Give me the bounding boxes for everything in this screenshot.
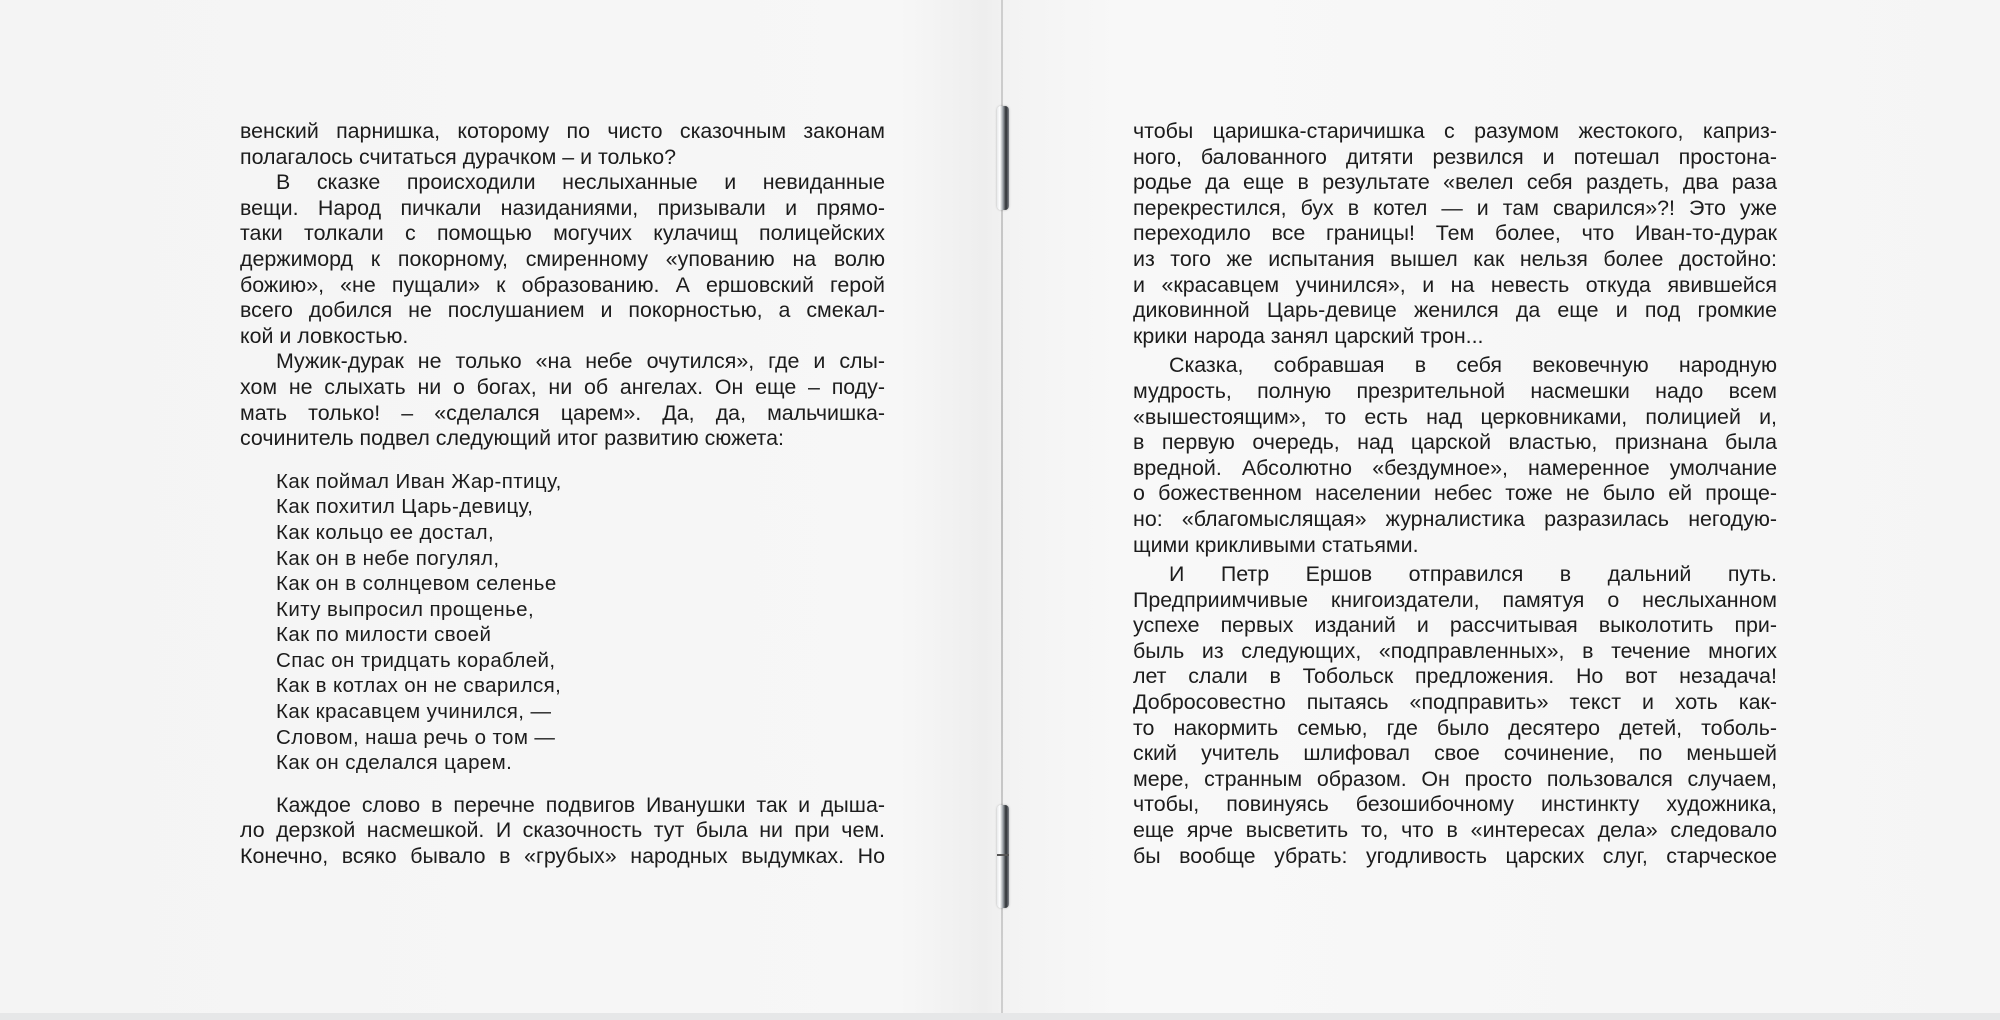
poem-quote [240, 469, 885, 776]
paragraph [240, 349, 885, 451]
paragraph [240, 119, 885, 170]
poem-verse: Как по милости своей [276, 623, 492, 647]
paragraph [1133, 353, 1777, 558]
paragraph [1133, 562, 1777, 869]
staple-seam [997, 854, 1009, 856]
staple-bottom-icon [997, 805, 1009, 908]
text-line: но: «благомыслящая» журналистика разразилась негодую- [1133, 506, 1777, 531]
poem-verse: Как он сделался царем. [276, 751, 513, 775]
text-line: Каждое слово в перечне подвигов Иванушки так и дыша- [276, 792, 885, 817]
text-line: Мужик-дурак не только «на небе очутился», где и слы- [276, 349, 885, 374]
text-line: родье да еще в результате «велел себя раздеть, два раза [1133, 170, 1777, 195]
text-line: божию», «не пущали» к образованию. А ершовский герой [240, 272, 885, 297]
text-line: перекрестился, бух в котел — и там сварился»?! Это уже [1133, 195, 1777, 220]
text-line: чтобы, повинуясь безошибочному инстинкту художника, [1133, 792, 1777, 817]
text-line: ного, балованного дитяти резвился и потешал простона- [1133, 144, 1777, 169]
text-line: чтобы царишка-старичишка с разумом жестокого, каприз- [1133, 119, 1777, 143]
text-line: мать только! – «сделался царем». Да, да, мальчишка- [240, 400, 885, 425]
text-line: В сказке происходили неслыханные и невиданные [276, 170, 885, 195]
text-line: крики народа занял царский трон... [1133, 323, 1484, 348]
poem-verse: Как он в солнцевом селенье [276, 572, 557, 596]
poem-verse: Как в котлах он не сварился, [276, 674, 562, 698]
text-line: вредной. Абсолютно «бездумное», намеренное умолчание [1133, 455, 1777, 480]
paragraph [240, 170, 885, 349]
text-line: щими крикливыми статьями. [1133, 532, 1419, 557]
text-line: Сказка, собравшая в себя вековечную народную [1169, 353, 1777, 378]
text-line: переходило все границы! Тем более, что Иван-то-дурак [1133, 221, 1777, 246]
text-line: в первую очередь, над царской властью, признана была [1133, 430, 1777, 455]
page-bottom-edge [0, 1013, 2000, 1020]
text-line: держиморд к покорному, смиренному «упованию на волю [240, 246, 885, 271]
poem-verse: Как он в небе погулял, [276, 546, 500, 570]
text-line: хом не слыхать ни о богах, ни об ангелах. Он еще – поду- [240, 374, 885, 399]
text-line: Конечно, всяко бывало в «грубых» народных выдумках. Но [240, 844, 885, 869]
right-page [1133, 119, 1777, 869]
text-line: полагалось считаться дурачком – и только? [240, 144, 676, 169]
text-line: диковинной Царь-девице женился да еще и под громкие [1133, 298, 1777, 323]
poem-verse: Как красавцем учинился, — [276, 700, 552, 724]
text-line: И Петр Ершов отправился в дальний путь. [1169, 562, 1777, 587]
left-page [240, 119, 885, 870]
text-line: кой и ловкостью. [240, 323, 409, 348]
text-line: таки толкали с помощью могучих кулачищ полицейских [240, 221, 885, 246]
poem-verse: Как поймал Иван Жар-птицу, [276, 469, 562, 493]
text-line: «вышестоящим», то есть над церковниками, полицией и, [1133, 404, 1777, 429]
poem-verse: Спас он тридцать кораблей, [276, 648, 556, 672]
text-line: Добросовестно пытаясь «подправить» текст и хоть как- [1133, 690, 1777, 715]
text-line: лет слали в Тобольск предложения. Но вот незадача! [1133, 664, 1777, 689]
text-line: сочинитель подвел следующий итог развитию сюжета: [240, 426, 784, 451]
text-line: мере, странным образом. Он просто пользовался случаем, [1133, 766, 1777, 791]
text-line: быль из следующих, «подправленных», в течение многих [1133, 638, 1777, 663]
poem-verse: Киту выпросил прощенье, [276, 597, 535, 621]
text-line: бы вообще убрать: угодливость царских слуг, старческое [1133, 843, 1777, 868]
text-line: венский парнишка, которому по чисто сказочным законам [240, 119, 885, 143]
staple-top-icon [997, 106, 1009, 210]
text-line: о божественном населении небес тоже не было ей проще- [1133, 481, 1777, 506]
text-line: и «красавцем учинился», и на невесть откуда явившейся [1133, 272, 1777, 297]
text-line: еще ярче высветить то, что в «интересах дела» следовало [1133, 818, 1777, 843]
text-line: всего добился не послушанием и покорностью, а смекал- [240, 298, 885, 323]
paragraph [1133, 119, 1777, 349]
text-line: вещи. Народ пичкали назиданиями, призывали и прямо- [240, 195, 885, 220]
text-line: Предприимчивые книгоиздатели, памятуя о неслыханном [1133, 587, 1777, 612]
text-line: ский учитель шлифовал свое сочинение, по меньшей [1133, 741, 1777, 766]
text-line: ло дерзкой насмешкой. И сказочность тут была ни при чем. [240, 818, 885, 843]
poem-verse: Как похитил Царь-девицу, [276, 495, 534, 519]
text-line: мудрость, полную презрительной насмешки надо всем [1133, 378, 1777, 403]
text-line: успехе первых изданий и рассчитывая выколотить при- [1133, 613, 1777, 638]
poem-verse: Как кольцо ее достал, [276, 520, 495, 544]
poem-verse: Словом, наша речь о том — [276, 725, 556, 749]
text-line: то накормить семью, где было десятеро детей, тоболь- [1133, 715, 1777, 740]
text-line: из того же испытания вышел как нельзя более достойно: [1133, 246, 1777, 271]
paragraph [240, 793, 885, 870]
